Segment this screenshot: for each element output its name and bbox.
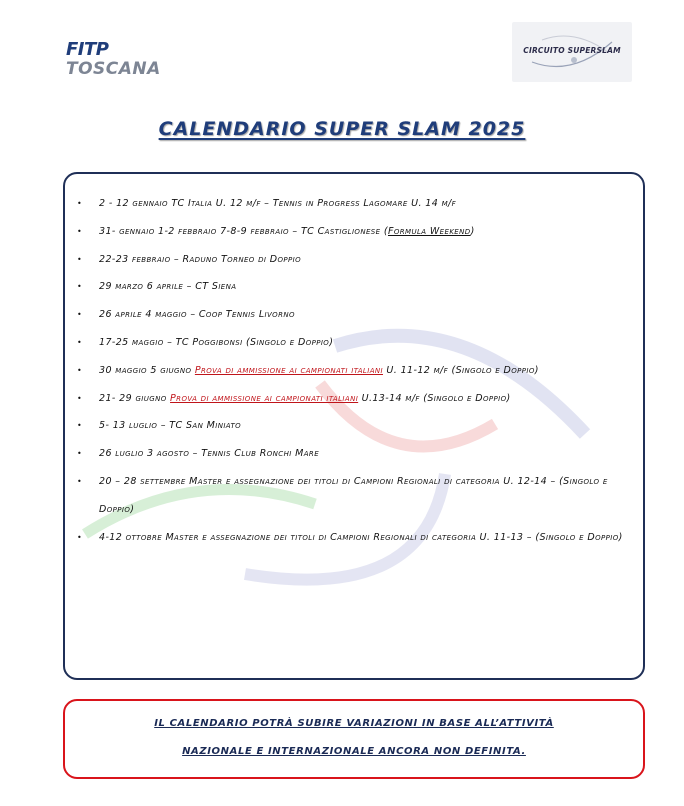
event-item [65,412,643,440]
event-text: 21- 29 giugno [99,392,171,404]
event-text: 4-12 ottobre Master e assegnazione dei titoli di Campioni Regionali di categoria U. 11-13 – (Singolo e Doppio) [99,531,623,543]
event-text: ) [470,225,475,237]
event-item [65,218,643,246]
calendar-box [63,172,645,680]
event-item [65,524,643,552]
logo-fitp-text: FITP [66,39,109,60]
event-text: 31- gennaio 1-2 febbraio 7-8-9 febbraio – TC Castiglionese ( [99,225,388,237]
event-text: 5- 13 luglio – TC San Miniato [99,420,242,432]
notice-line-1: IL CALENDARIO POTRÀ SUBIRE VARIAZIONI IN BASE ALL’ATTIVITÀ [154,718,554,729]
event-text: 30 maggio 5 giugno [99,364,195,376]
fitp-toscana-logo [66,40,161,79]
event-item [65,273,643,301]
event-link[interactable]: Prova di ammissione ai campionati italiani [170,392,359,404]
event-text: 20 – 28 settembre Master e assegnazione dei titoli di Campioni Regionali di categoria U. 12-14 – (Singolo e Doppio) [99,475,608,515]
event-link[interactable]: Formula Weekend [387,225,471,237]
event-text: 17-25 maggio – TC Poggibonsi (Singolo e Doppio) [99,336,334,348]
event-item [65,357,643,385]
event-text: U. 11-12 m/f (Singolo e Doppio) [382,364,539,376]
event-text: U.13-14 m/f (Singolo e Doppio) [358,392,511,404]
page-title-text: CALENDARIO SUPER SLAM 2025 [158,118,526,140]
event-item [65,246,643,274]
event-text: 26 luglio 3 agosto – Tennis Club Ronchi Mare [99,448,320,460]
event-item [65,385,643,413]
event-text: 26 aprile 4 maggio – Coop Tennis Livorno [99,309,295,321]
event-item [65,440,643,468]
event-item [65,329,643,357]
event-text: 2 - 12 gennaio TC Italia U. 12 m/f – Tennis in Progress Lagomare U. 14 m/f [99,198,457,209]
event-list [65,190,643,551]
event-item [65,190,643,218]
event-link[interactable]: Prova di ammissione ai campionati italiani [194,364,383,376]
notice-box [63,699,645,779]
event-item [65,468,643,524]
logo-circuito-text: CIRCUITO SUPERSLAM [523,46,621,55]
logo-toscana-text: TOSCANA [66,59,161,79]
page-title [0,118,684,140]
event-text: 22-23 febbraio – Raduno Torneo di Doppio [99,253,302,265]
notice-line-2: NAZIONALE E INTERNAZIONALE ANCORA NON DEFINITA. [182,746,526,757]
event-item [65,301,643,329]
circuito-superslam-logo [512,22,632,82]
event-text: 29 marzo 6 aprile – CT Siena [99,281,237,293]
